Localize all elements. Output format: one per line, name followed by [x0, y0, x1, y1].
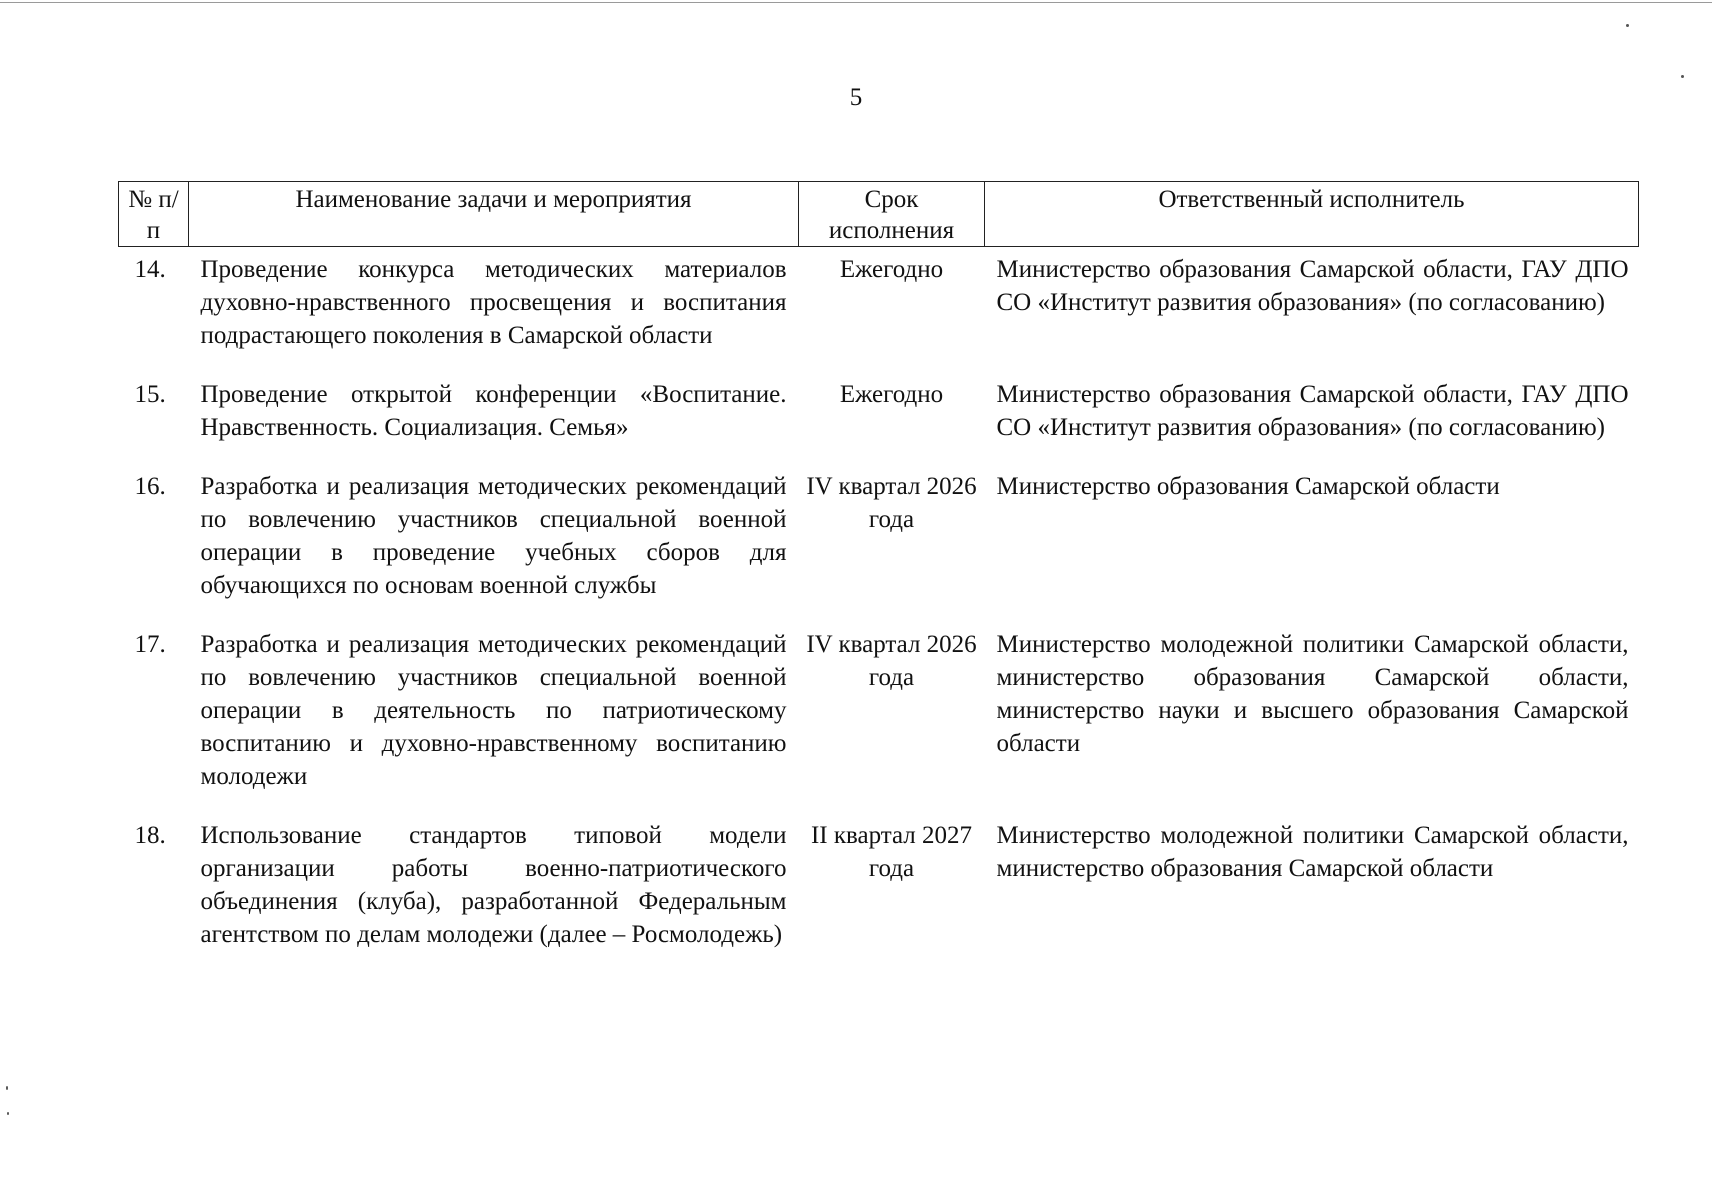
header-responsible: Ответственный исполнитель [985, 182, 1639, 247]
term: IV квартал 2026 года [806, 473, 977, 533]
scan-speck [1626, 24, 1629, 27]
table-row [119, 378, 1639, 470]
term: Ежегодно [839, 256, 944, 283]
row-number: 14. [134, 256, 166, 283]
scan-speck [1681, 75, 1684, 78]
header-num: № п/п [119, 182, 189, 247]
table-header-row [119, 182, 1639, 247]
responsible: Министерство молодежной политики Самарской области, министерство образования Самарской области, министерство науки и высшего образования Самарской области [996, 631, 1629, 757]
task-name: Проведение конкурса методических материалов духовно-нравственного просвещения и воспитания подрастающего поколения в Самарской области [200, 256, 787, 349]
term: Ежегодно [839, 381, 944, 408]
row-number: 17. [134, 631, 166, 658]
scan-speck [6, 1086, 8, 1090]
row-number: 16. [134, 473, 166, 500]
header-task: Наименование задачи и мероприятия [189, 182, 799, 247]
responsible: Министерство образования Самарской области, ГАУ ДПО СО «Институт развития образования» (по согласованию) [996, 381, 1629, 441]
term: II квартал 2027 года [810, 822, 973, 882]
responsible: Министерство молодежной политики Самарской области, министерство образования Самарской области [996, 822, 1629, 882]
responsible: Министерство образования Самарской области [996, 473, 1500, 500]
scan-edge-line [0, 2, 1712, 3]
term: IV квартал 2026 года [806, 631, 977, 691]
row-number: 15. [134, 381, 166, 408]
scan-speck [7, 1112, 9, 1115]
plan-table [118, 181, 1639, 951]
responsible: Министерство образования Самарской области, ГАУ ДПО СО «Институт развития образования» (по согласованию) [996, 256, 1629, 316]
task-name: Разработка и реализация методических рекомендаций по вовлечению участников специальной военной операции в проведение учебных сборов для обучающихся по основам военной службы [200, 473, 787, 599]
page-number: 5 [849, 84, 863, 111]
task-name: Разработка и реализация методических рекомендаций по вовлечению участников специальной военной операции в деятельность по патриотическому воспитанию и духовно-нравственному воспитанию молодежи [200, 631, 787, 790]
table-row [119, 819, 1639, 951]
table-row [119, 470, 1639, 628]
table-row [119, 628, 1639, 819]
header-term: Срок исполнения [799, 182, 985, 247]
row-number: 18. [134, 822, 166, 849]
task-name: Проведение открытой конференции «Воспитание. Нравственность. Социализация. Семья» [200, 381, 787, 441]
task-name: Использование стандартов типовой модели организации работы военно-патриотического объединения (клуба), разработанной Федеральным агентством по делам молодежи (далее – Росмолодежь) [200, 822, 787, 948]
table-row [119, 247, 1639, 379]
